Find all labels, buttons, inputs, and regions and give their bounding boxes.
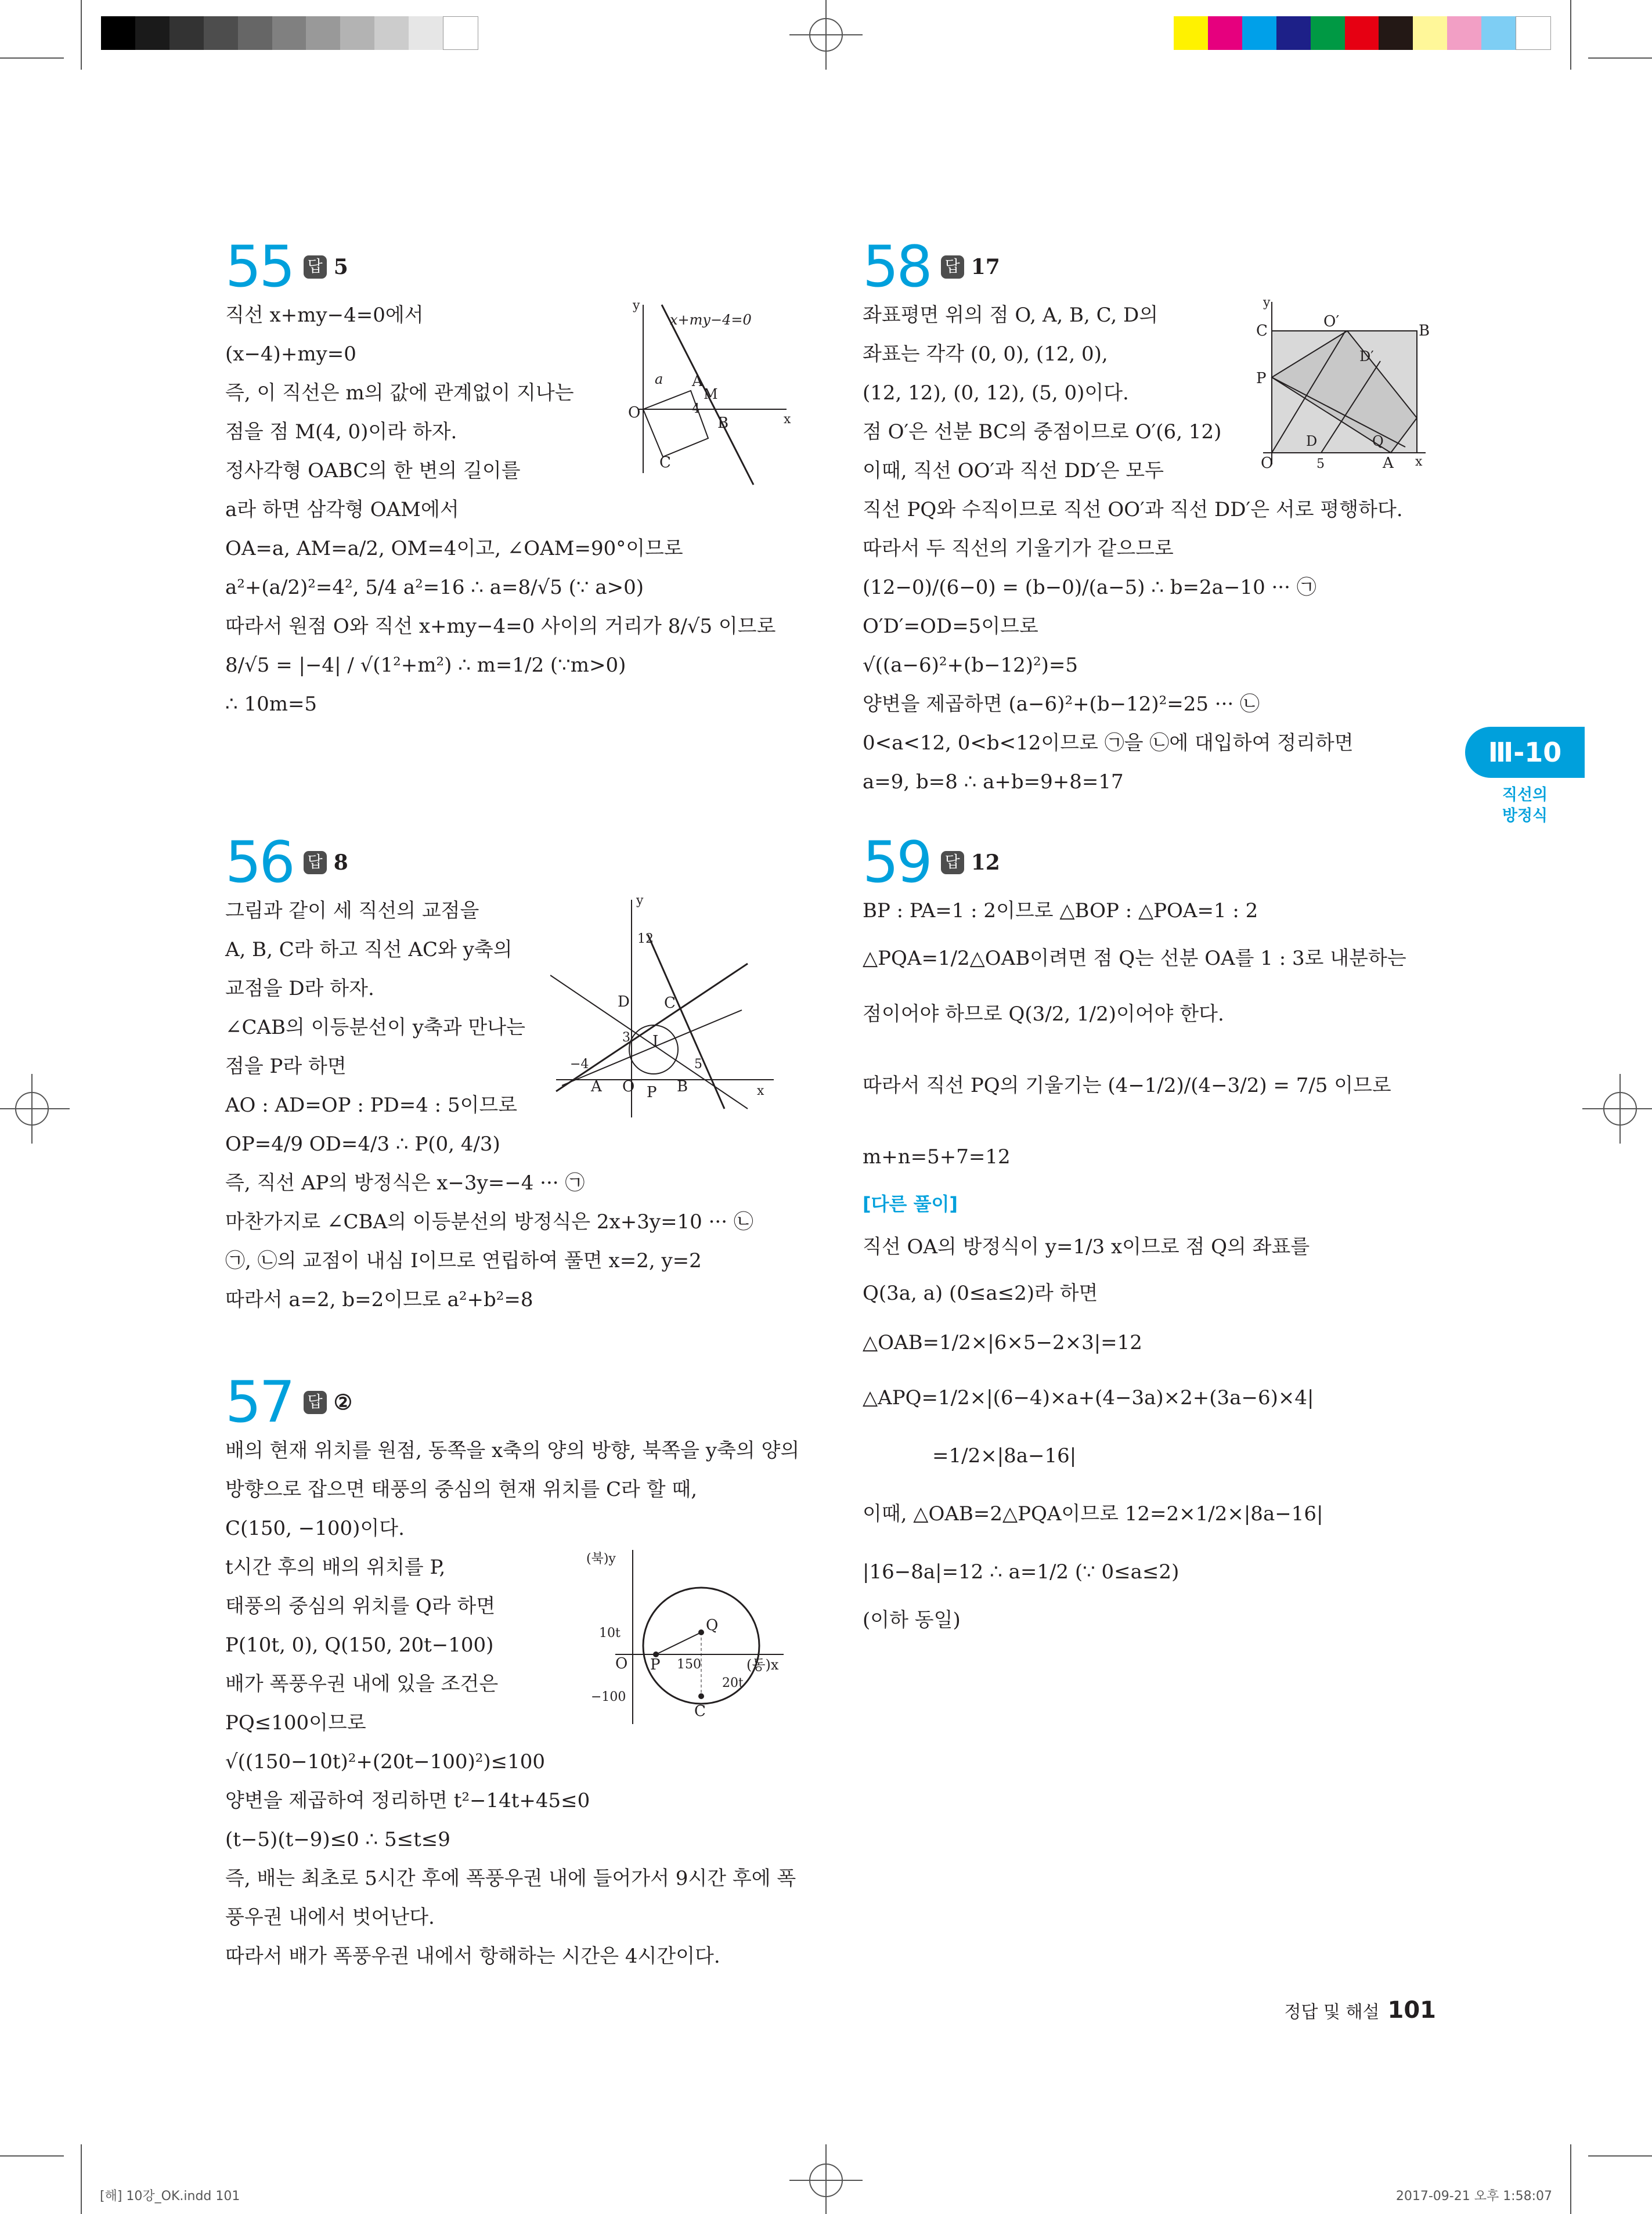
fig-label: 5 [694, 1057, 702, 1072]
solution-line: 이때, 직선 OO′과 직선 DD′은 모두 [863, 459, 1164, 482]
alt-solution-line: (이하 동일) [863, 1609, 961, 1632]
solution-line: 즉, 배는 최초로 5시간 후에 폭풍우권 내에 들어가서 9시간 후에 폭 [225, 1867, 796, 1890]
fig-label: y [636, 894, 644, 908]
solution-line: 교점을 D라 하자. [225, 977, 374, 1000]
solution-line: √((a−6)²+(b−12)²)=5 [863, 654, 1079, 677]
solution-line: 양변을 제곱하여 정리하면 t²−14t+45≤0 [225, 1789, 590, 1812]
slug-right: 2017-09-21 오후 1:58:07 [1395, 2189, 1552, 2204]
alt-solution-line: △APQ=1/2×|(6−4)×a+(4−3a)×2+(3a−6)×4| [863, 1386, 1314, 1409]
solution-line: m+n=5+7=12 [863, 1145, 1011, 1169]
solution-line: a라 하면 삼각형 OAM에서 [225, 498, 459, 521]
figure-56 [550, 894, 782, 1120]
solution-line: AO : AD=OP : PD=4 : 5이므로 [225, 1094, 518, 1117]
alt-solution-line: |16−8a|=12 ∴ a=1/2 (∵ 0≤a≤2) [863, 1560, 1180, 1584]
fig-label: M [704, 386, 718, 402]
solution-line: 양변을 제곱하면 (a−6)²+(b−12)²=25 ··· ㉡ [863, 693, 1260, 716]
alt-solution-line: Q(3a, a) (0≤a≤2)라 하면 [863, 1282, 1098, 1305]
fig-label: 20t [722, 1676, 744, 1690]
solution-line: 따라서 a=2, b=2이므로 a²+b²=8 [225, 1288, 533, 1311]
solution-line: 배가 폭풍우권 내에 있을 조건은 [225, 1672, 499, 1696]
solution-line: 따라서 두 직선의 기울기가 같으므로 [863, 537, 1174, 560]
figure-58 [1246, 296, 1431, 473]
problem-number: 56 [225, 830, 293, 896]
solution-line: △PQA=1/2△OAB이려면 점 Q는 선분 OA를 1 : 3로 내분하는 [863, 947, 1406, 970]
fig-label: A [692, 373, 703, 390]
fig-label: B [1419, 322, 1430, 340]
fig-label: O′ [1323, 313, 1340, 330]
chapter-code: Ⅲ-10 [1488, 737, 1562, 768]
answer-value: 17 [971, 255, 1000, 279]
solution-line: 점이어야 하므로 Q(3/2, 1/2)이어야 한다. [863, 1003, 1224, 1026]
alternative-solution-title: [다른 풀이] [863, 1193, 958, 1215]
fig-label: Q [706, 1617, 719, 1634]
solution-line: OA=a, AM=a/2, OM=4이고, ∠OAM=90°이므로 [225, 537, 683, 560]
solution-line: 8/√5 = |−4| / √(1²+m²) ∴ m=1/2 (∵m>0) [225, 654, 626, 677]
solution-line: ∴ 10m=5 [225, 693, 318, 716]
fig-label: a [655, 371, 663, 387]
fig-label: C [694, 1703, 706, 1720]
alt-solution-line: △OAB=1/2×|6×5−2×3|=12 [863, 1331, 1142, 1354]
fig-label: D [1306, 433, 1318, 449]
fig-label: (북)y [586, 1552, 616, 1566]
fig-label: P [1256, 370, 1267, 387]
fig-label: 12 [637, 932, 654, 946]
alt-solution-line: 직선 OA의 방정식이 y=1/3 x이므로 점 Q의 좌표를 [863, 1235, 1310, 1259]
solution-line: 점을 점 M(4, 0)이라 하자. [225, 420, 457, 443]
answer-badge: 답 [304, 1391, 327, 1414]
fig-label: A [591, 1078, 602, 1095]
fig-label: Q [1372, 433, 1384, 449]
solution-line: PQ≤100이므로 [225, 1711, 366, 1735]
slug-left: [해] 10강_OK.indd 101 [100, 2189, 240, 2204]
fig-label: O [622, 1078, 635, 1095]
problem-number: 57 [225, 1369, 293, 1436]
fig-label: x [757, 1084, 764, 1098]
problem-number: 58 [863, 234, 930, 300]
page-footer [1285, 1997, 1436, 2024]
problem-number: 55 [225, 234, 293, 300]
answer-badge: 답 [304, 851, 327, 874]
fig-label: A [1383, 455, 1394, 472]
fig-label: 5 [1316, 457, 1325, 471]
solution-line: OP=4/9 OD=4/3 ∴ P(0, 4/3) [225, 1133, 500, 1156]
solution-line: (12, 12), (0, 12), (5, 0)이다. [863, 381, 1129, 405]
fig-label: C [1256, 322, 1268, 340]
solution-line: 즉, 이 직선은 m의 값에 관계없이 지나는 [225, 381, 574, 405]
chapter-label [1465, 785, 1585, 827]
fig-label: P [647, 1084, 657, 1101]
fig-label: C [659, 454, 671, 471]
solution-line: 좌표평면 위의 점 O, A, B, C, D의 [863, 304, 1159, 327]
solution-line: 0<a<12, 0<b<12이므로 ㉠을 ㉡에 대입하여 정리하면 [863, 731, 1354, 755]
answer-badge: 답 [304, 255, 327, 279]
solution-line: 태풍의 중심의 위치를 Q라 하면 [225, 1595, 496, 1618]
fig-label: −100 [591, 1690, 626, 1704]
alt-solution-line: =1/2×|8a−16| [932, 1444, 1077, 1467]
solution-line: 즉, 직선 AP의 방정식은 x−3y=−4 ··· ㉠ [225, 1171, 585, 1195]
solution-line: 따라서 배가 폭풍우권 내에서 항해하는 시간은 4시간이다. [225, 1945, 720, 1968]
problem-59 [863, 830, 1420, 1640]
fig-label: 150 [677, 1657, 701, 1672]
fig-label: B [717, 414, 729, 432]
solution-line: P(10t, 0), Q(150, 20t−100) [225, 1634, 494, 1657]
fig-label: −4 [570, 1057, 589, 1072]
solution-line: 방향으로 잡으면 태풍의 중심의 현재 위치를 C라 할 때, [225, 1478, 698, 1501]
answer-badge: 답 [941, 255, 964, 279]
fig-label: y [1263, 296, 1271, 310]
solution-line: √((150−10t)²+(20t−100)²)≤100 [225, 1750, 546, 1773]
solution-line: (t−5)(t−9)≤0 ∴ 5≤t≤9 [225, 1828, 450, 1851]
fig-label: 3 [622, 1030, 630, 1045]
solution-line: ∠CAB의 이등분선이 y축과 만나는 [225, 1016, 525, 1039]
answer-value: ② [333, 1390, 352, 1415]
solution-line: (12−0)/(6−0) = (b−0)/(a−5) ∴ b=2a−10 ··· ㉠ [863, 576, 1316, 599]
figure-57 [575, 1538, 795, 1730]
fig-label: x [1415, 455, 1423, 469]
solution-line: 따라서 원점 O와 직선 x+my−4=0 사이의 거리가 8/√5 이므로 [225, 615, 776, 638]
solution-line: BP : PA=1 : 2이므로 △BOP : △POA=1 : 2 [863, 899, 1258, 922]
problem-number: 59 [863, 830, 930, 896]
solution-line: 정사각형 OABC의 한 변의 길이를 [225, 459, 521, 482]
fig-label: x [784, 412, 791, 427]
fig-label: C [664, 994, 676, 1012]
footer-title: 정답 및 해설 [1284, 2002, 1380, 2022]
answer-value: 12 [971, 850, 1000, 875]
solution-line: 점을 P라 하면 [225, 1055, 347, 1078]
answer-badge: 답 [941, 851, 964, 874]
page-number: 101 [1387, 1997, 1436, 2024]
solution-line: 그림과 같이 세 직선의 교점을 [225, 899, 479, 922]
solution-line: 풍우권 내에서 벗어난다. [225, 1906, 435, 1929]
fig-label: D [618, 993, 630, 1011]
solution-line: 직선 PQ와 수직이므로 직선 OO′과 직선 DD′은 서로 평행하다. [863, 498, 1403, 521]
solution-line: t시간 후의 배의 위치를 P, [225, 1556, 446, 1579]
answer-value: 5 [333, 255, 348, 279]
solution-line: 배의 현재 위치를 원점, 동쪽을 x축의 양의 방향, 북쪽을 y축의 양의 [225, 1439, 800, 1462]
solution-line: A, B, C라 하고 직선 AC와 y축의 [225, 938, 513, 961]
fig-label: (동)x [746, 1657, 779, 1673]
fig-label: 4 [692, 402, 700, 416]
chapter-label-line: 방정식 [1502, 807, 1548, 825]
fig-label: I [652, 1033, 659, 1050]
solution-line: C(150, −100)이다. [225, 1517, 405, 1540]
solution-line: 점 O′은 선분 BC의 중점이므로 O′(6, 12) [863, 420, 1222, 443]
fig-label: O [1261, 455, 1274, 472]
solution-line: a²+(a/2)²=4², 5/4 a²=16 ∴ a=8/√5 (∵ a>0) [225, 576, 644, 599]
fig-label: 10t [599, 1626, 621, 1640]
fig-line-label: x+my−4=0 [670, 312, 752, 328]
fig-label: D′ [1359, 348, 1374, 365]
fig-label: B [677, 1078, 688, 1095]
solution-line: 마찬가지로 ∠CBA의 이등분선의 방정식은 2x+3y=10 ··· ㉡ [225, 1210, 753, 1234]
fig-label: O [615, 1655, 628, 1672]
chapter-tab[interactable] [1465, 727, 1585, 778]
solution-line: O′D′=OD=5이므로 [863, 615, 1038, 638]
solution-line: 따라서 직선 PQ의 기울기는 (4−1/2)/(4−3/2) = 7/5 이므로 [863, 1074, 1391, 1097]
fig-label: y [633, 299, 640, 313]
solution-line: (x−4)+my=0 [225, 342, 356, 366]
solution-line: 좌표는 각각 (0, 0), (12, 0), [863, 342, 1108, 366]
figure-55 [609, 299, 795, 491]
solution-line: 직선 x+my−4=0에서 [225, 304, 424, 327]
alt-solution-line: 이때, △OAB=2△PQA이므로 12=2×1/2×|8a−16| [863, 1502, 1323, 1526]
fig-label: P [650, 1656, 661, 1674]
chapter-label-line: 직선의 [1502, 786, 1548, 804]
answer-value: 8 [333, 850, 348, 875]
solution-line: ㉠, ㉡의 교점이 내심 I이므로 연립하여 풀면 x=2, y=2 [225, 1249, 702, 1272]
solution-line: a=9, b=8 ∴ a+b=9+8=17 [863, 770, 1124, 794]
fig-label: O [628, 404, 641, 421]
